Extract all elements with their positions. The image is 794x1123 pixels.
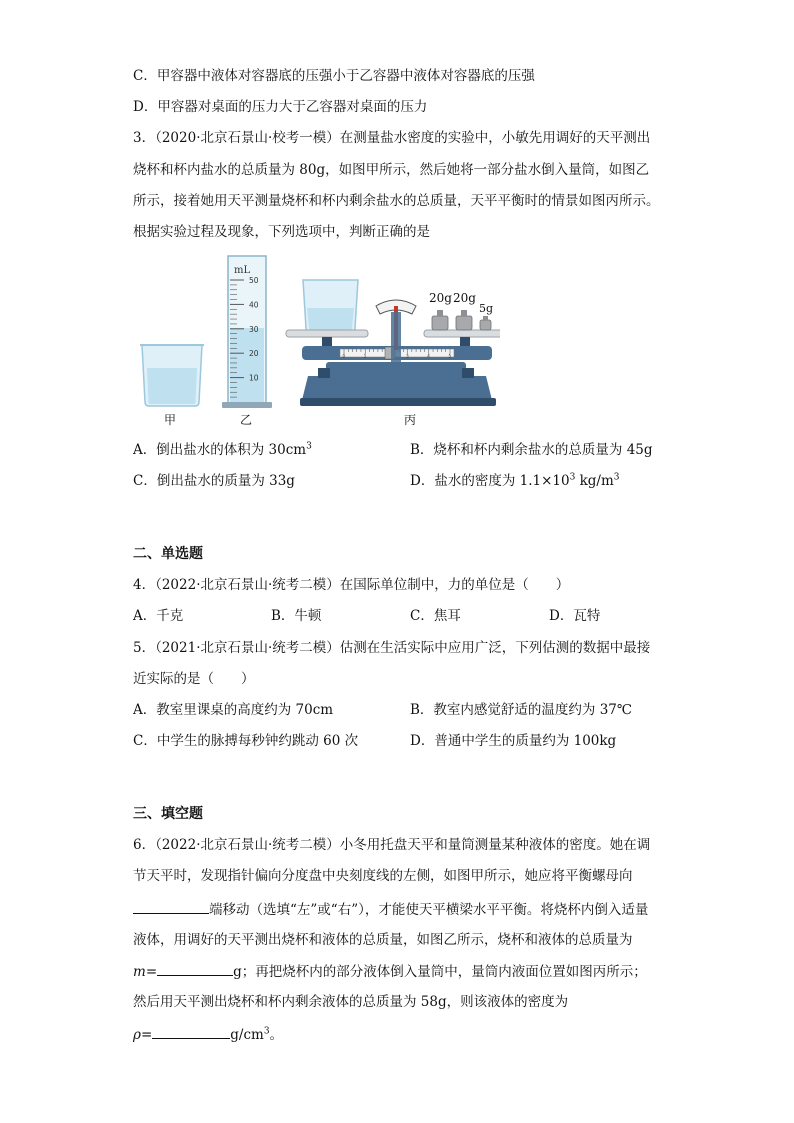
weight-20g-2 <box>456 310 472 330</box>
q4-option-b: B．牛顿 <box>271 608 322 624</box>
beam-tick-label: 5 <box>448 353 452 359</box>
q4-option-c: C．焦耳 <box>410 608 461 624</box>
weight-5g <box>480 316 491 330</box>
q2-option-d: D．甲容器对桌面的压力大于乙容器对桌面的压力 <box>133 99 428 115</box>
q5-option-d: D．普通中学生的质量约为 100kg <box>410 733 617 749</box>
beam-tick-label: 1 <box>363 353 367 359</box>
q3-figure <box>130 250 500 410</box>
figure-label-jia: 甲 <box>164 413 177 427</box>
beam-tick-label: 0 <box>342 353 346 359</box>
q3-stem-line4: 根据实验过程及现象，下列选项中，判断正确的是 <box>133 224 430 240</box>
balance-bing <box>286 280 500 406</box>
q6-line7: $\rho= g/cm^3$。 <box>133 1024 283 1045</box>
figure-label-bing: 丙 <box>404 413 417 427</box>
q3-stem-line2: 烧杯和杯内盐水的总质量为 80g，如图甲所示，然后她将一部分盐水倒入量筒，如图乙 <box>133 162 650 178</box>
q3-option-c: C．倒出盐水的质量为 33g <box>133 473 295 489</box>
cylinder-tick-label: 50 <box>249 276 259 285</box>
cylinder-unit-label: mL <box>234 265 251 276</box>
q6-line6: 然后用天平测出烧杯和杯内剩余液体的总质量为 58g，则该液体的密度为 <box>133 994 569 1010</box>
q3-option-b: B．烧杯和杯内剩余盐水的总质量为 45g <box>410 442 653 458</box>
beam-tick-label: 3 <box>406 353 409 359</box>
section-title-fill-in: 三、填空题 <box>133 806 203 822</box>
q6-line5: m= g；再把烧杯内的部分液体倒入量筒中，量筒内液面位置如图丙所示； <box>133 961 647 982</box>
q5-stem-line2: 近实际的是（ ） <box>133 671 255 687</box>
figure-label-yi: 乙 <box>240 413 253 427</box>
q4-option-a: A．千克 <box>133 608 184 624</box>
q3-stem-line3: 所示，接着她用天平测量烧杯和杯内剩余盐水的总质量，天平平衡时的情景如图丙所示。 <box>133 193 660 209</box>
q6-line1: 6．（2022·北京石景山·统考二模）小冬用托盘天平和量筒测量某种液体的密度。她在调 <box>133 837 651 853</box>
weight-label-3: 5g <box>479 302 494 315</box>
q6-blank-direction[interactable] <box>133 899 209 914</box>
q5-option-b: B．教室内感觉舒适的温度约为 37℃ <box>410 702 632 718</box>
q6-line2: 节天平时，发现指针偏向分度盘中央刻度线的左侧，如图甲所示，她应将平衡螺母向 <box>133 868 633 884</box>
q3-option-a: A．倒出盐水的体积为 $30cm^3$ <box>133 441 312 458</box>
q6-line3: 端移动（选填“左”或“右”），才能使天平横梁水平平衡。将烧杯内倒入适量 <box>133 899 648 920</box>
beam-tick-label: 4 <box>427 353 430 359</box>
beaker-jia <box>140 345 204 406</box>
weight-label-2: 20g <box>453 291 476 305</box>
q3-stem-line1: 3．（2020·北京石景山·校考一模）在测量盐水密度的实验中，小敏先用调好的天平测出 <box>133 130 651 146</box>
q4-stem: 4．（2022·北京石景山·统考二模）在国际单位制中，力的单位是（ ） <box>133 577 570 593</box>
q3-option-d: D．盐水的密度为 $1.1\times 10^3$ $kg/m^3$ <box>410 472 620 489</box>
cylinder-tick-label: 30 <box>249 324 259 334</box>
q2-option-c: C．甲容器中液体对容器底的压强小于乙容器中液体对容器底的压强 <box>133 68 535 84</box>
q6-line4: 液体，用调好的天平测出烧杯和液体的总质量，如图乙所示，烧杯和液体的总质量为 <box>133 932 633 948</box>
q5-option-c: C．中学生的脉搏每秒钟约跳动 60 次 <box>133 733 359 749</box>
q6-blank-mass[interactable] <box>157 961 233 976</box>
cylinder-tick-label: 10 <box>249 373 259 383</box>
section-title-single-choice: 二、单选题 <box>133 546 203 562</box>
cylinder-tick-label: 20 <box>249 349 259 359</box>
graduated-cylinder-yi <box>222 256 272 408</box>
q5-option-a: A．教室里课桌的高度约为 70cm <box>133 702 334 718</box>
weight-label-1: 20g <box>429 291 452 305</box>
cylinder-tick-label: 40 <box>249 300 259 310</box>
q4-option-d: D．瓦特 <box>549 608 601 624</box>
q5-stem-line1: 5．（2021·北京石景山·统考二模）估测在生活实际中应用广泛，下列估测的数据中最接 <box>133 640 651 656</box>
q6-blank-density[interactable] <box>152 1024 230 1039</box>
weight-20g-1 <box>432 310 448 330</box>
